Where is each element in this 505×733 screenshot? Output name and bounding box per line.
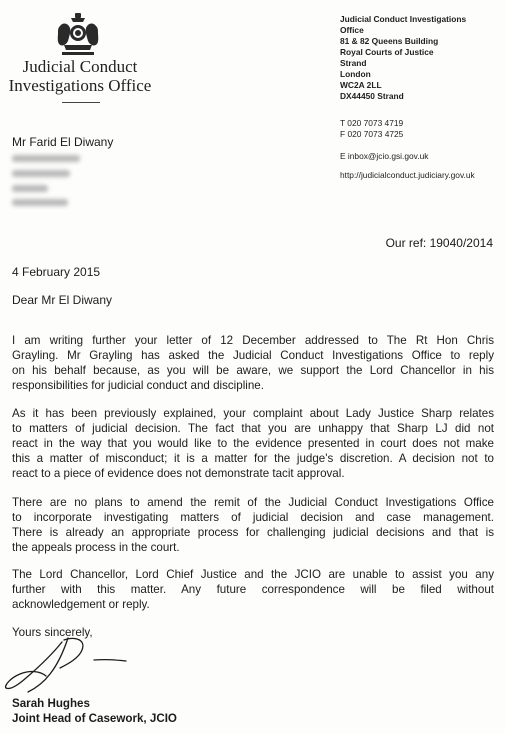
address-line: Judicial Conduct Investigations: [340, 14, 467, 24]
address-line: 81 & 82 Queens Building: [340, 36, 439, 46]
salutation: Dear Mr El Diwany: [12, 293, 113, 307]
paragraph-line: There is already an appropriate process for challenging judicial decisions and that is: [12, 526, 494, 539]
org-name-line1: Judicial Conduct: [22, 57, 138, 76]
paragraph-line: I am writing further your letter of 12 December addressed to The Rt Hon Chris: [12, 334, 494, 347]
email-address: E inbox@jcio.gsi.gov.uk: [340, 151, 429, 161]
address-line: Royal Courts of Justice: [340, 47, 434, 57]
redacted-address-line: [12, 199, 68, 206]
redacted-address-line: [12, 155, 80, 162]
paragraph-line: As it has been previously explained, your complaint about Lady Justice Sharp relates: [12, 407, 494, 420]
letter-date: 4 February 2015: [12, 265, 101, 279]
address-line: Strand: [340, 58, 367, 68]
telephone-number: T 020 7073 4719: [340, 118, 404, 128]
redacted-address-line: [12, 185, 48, 192]
address-line: WC2A 2LL: [340, 80, 382, 90]
redacted-address-line: [12, 170, 70, 177]
paragraph-line: Grayling. Mr Grayling has asked the Judicial Conduct Investigations Office to reply: [12, 349, 494, 362]
paragraph-line: react in the way that you would like to the evidence presented in court does not make: [12, 437, 494, 450]
recipient-name: Mr Farid El Diwany: [12, 135, 114, 149]
address-line: London: [340, 69, 371, 79]
signatory-name: Sarah Hughes: [12, 697, 90, 710]
paragraph-line: react to a piece of evidence does not demonstrate tacit approval.: [12, 467, 345, 480]
our-reference: Our ref: 19040/2014: [385, 236, 493, 250]
fax-number: F 020 7073 4725: [340, 129, 404, 139]
paragraph-line: to incorporate investigating matters of judicial decision and case management.: [12, 511, 494, 524]
logo-divider: [62, 102, 100, 103]
paragraph-line: The Lord Chancellor, Lord Chief Justice and the JCIO are unable to assist you any: [12, 568, 494, 581]
royal-crest-icon: [56, 12, 100, 58]
closing: Yours sincerely,: [12, 626, 93, 639]
address-line: DX44450 Strand: [340, 91, 404, 101]
paragraph-line: further with this matter. Any future correspondence will be filed without: [12, 583, 494, 596]
paragraph-line: on his behalf because, as you will be aware, we support the Lord Chancellor in his: [12, 364, 494, 377]
paragraph-line: There are no plans to amend the remit of the Judicial Conduct Investigations Office: [12, 496, 494, 509]
paragraph-line: this a matter of misconduct; it is a matter for the judge's discretion. A decision not to: [12, 452, 494, 465]
body-paragraph: [12, 495, 494, 555]
signatory-title: Joint Head of Casework, JCIO: [12, 712, 177, 725]
body-paragraph: [12, 406, 494, 481]
body-paragraph: [12, 333, 494, 393]
handwritten-signature: [2, 630, 132, 700]
org-name-line2: Investigations Office: [8, 76, 152, 95]
address-line: Office: [340, 25, 364, 35]
paragraph-line: responsibilities for judicial conduct and discipline.: [12, 379, 264, 392]
paragraph-line: acknowledgement or reply.: [12, 598, 150, 611]
paragraph-line: the appeals process in the court.: [12, 541, 180, 554]
paragraph-line: to matters of judicial decision. The fact that you are unhappy that Sharp LJ did not: [12, 422, 494, 435]
body-paragraph: [12, 567, 494, 612]
website-url: http://judicialconduct.judiciary.gov.uk: [340, 170, 475, 180]
